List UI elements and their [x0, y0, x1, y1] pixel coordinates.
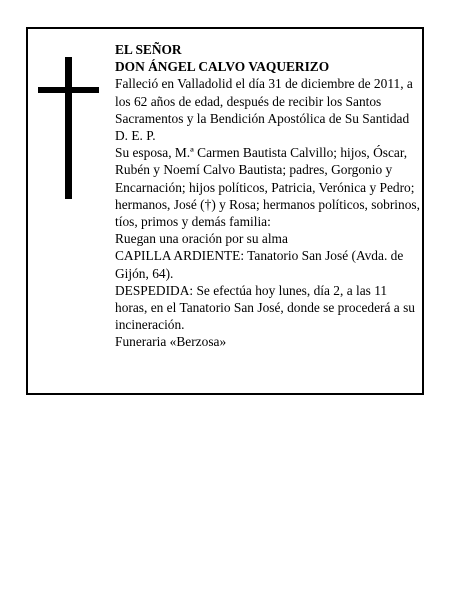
cross-icon-bar [38, 87, 99, 93]
obituary-notice [26, 27, 424, 395]
death-details: Falleció en Valladolid el día 31 de diciembre de 2011, a los 62 años de edad, después de recibir los Santos Sacramentos y la Bendición Apostólica de Su Santidad D. E. P. [115, 76, 413, 144]
prayer-request: Ruegan una oración por su alma [115, 231, 288, 247]
family-list: Su esposa, M.ª Carmen Bautista Calvillo; hijos, Óscar, Rubén y Noemí Calvo Bautista; padres, Gorgonio y Encarnación; hijos políticos, Patricia, Verónica y Pedro; hermanos, José (†) y Rosa; hermanos políticos, sobrinos, tíos, primos y demás familia: [115, 145, 420, 230]
farewell-info: DESPEDIDA: Se efectúa hoy lunes, día 2, a las 11 horas, en el Tanatorio San José, donde se procederá a su incineración. [115, 282, 416, 333]
deceased-name: DON ÁNGEL CALVO VAQUERIZO [115, 59, 330, 75]
notice-title: EL SEÑOR [115, 42, 182, 57]
chapel-info: CAPILLA ARDIENTE: Tanatorio San José (Avda. de Gijón, 64). [115, 248, 404, 281]
notice-text [115, 41, 421, 351]
funeral-home: Funeraria «Berzosa» [115, 334, 227, 350]
cross-icon [65, 57, 72, 199]
